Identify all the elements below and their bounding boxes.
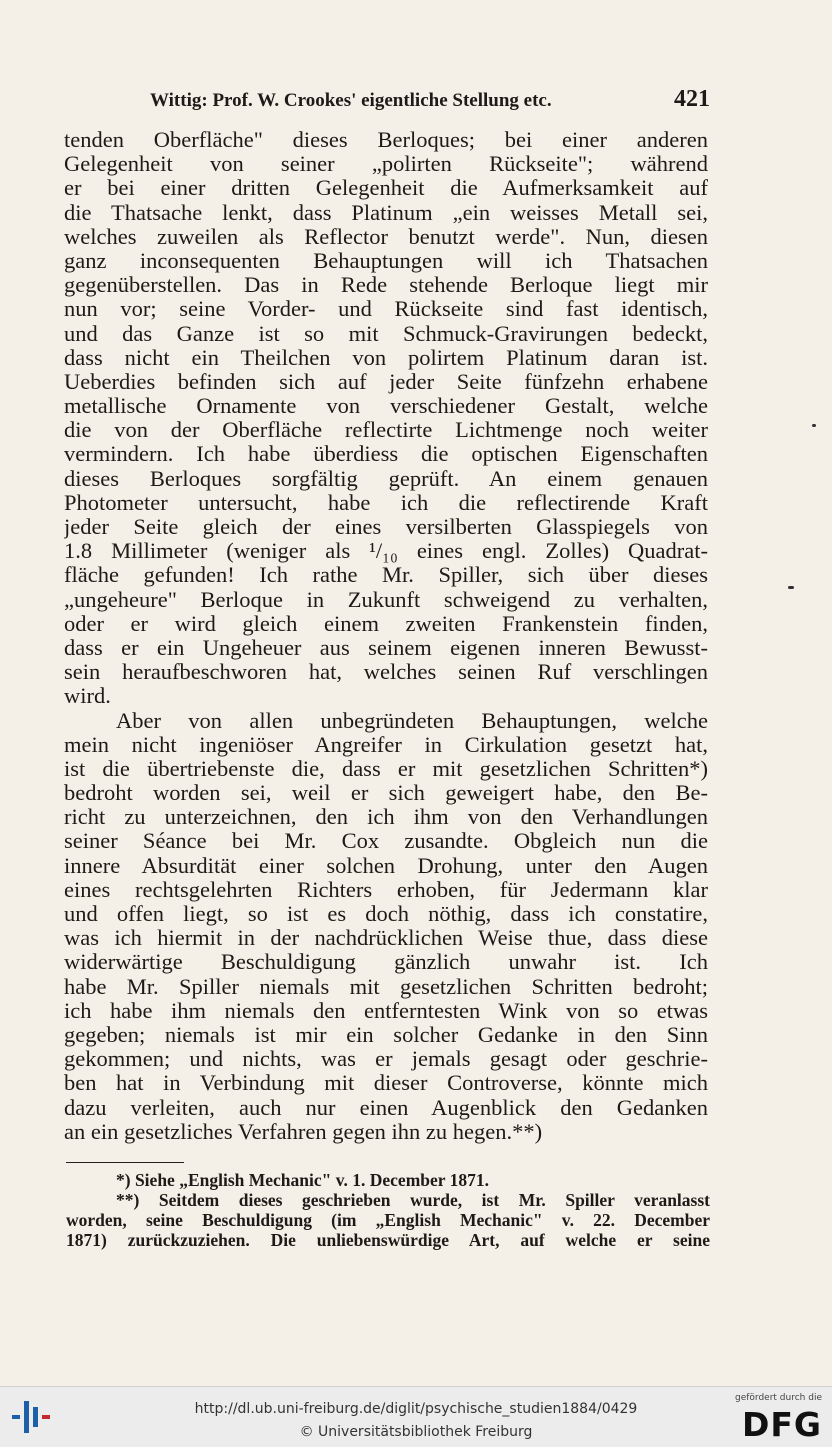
text-line: ist die übertriebenste die, dass er mit gesetzlichen Schritten*)	[64, 756, 708, 781]
text-line: wird.	[64, 684, 111, 709]
text-line: Gelegenheit von seiner „polirten Rückseite"; während	[64, 152, 708, 177]
text-line: ben hat in Verbindung mit dieser Controverse, könnte mich	[64, 1071, 708, 1096]
text-line: gegeben; niemals ist mir ein solcher Gedanke in den Sinn	[64, 1022, 708, 1047]
text-line: und das Ganze ist so mit Schmuck-Gravirungen bedeckt,	[64, 321, 708, 346]
text-line: 1.8 Millimeter (weniger als ¹/₁₀ eines engl. Zolles) Quadrat-	[64, 539, 708, 564]
text-line: bedroht worden sei, weil er sich geweigert habe, den Be-	[64, 781, 708, 806]
text-line: und offen liegt, so ist es doch nöthig, dass ich constatire,	[64, 902, 708, 926]
text-line: seiner Séance bei Mr. Cox zusandte. Obgleich nun die	[64, 829, 708, 854]
footnote-line: 1871) zurückzuziehen. Die unliebenswürdige Art, auf welche er seine	[66, 1230, 710, 1250]
text-line: die von der Oberfläche reflectirte Lichtmenge noch weiter	[64, 418, 708, 443]
body-text	[64, 128, 708, 1144]
text-line: oder er wird gleich einem zweiten Frankenstein finden,	[64, 611, 708, 636]
text-line: sein heraufbeschworen hat, welches seinen Ruf verschlingen	[64, 660, 708, 685]
text-line: die Thatsache lenkt, dass Platinum „ein weisses Metall sei,	[64, 200, 708, 225]
footnotes	[66, 1170, 710, 1250]
text-line: fläche gefunden! Ich rathe Mr. Spiller, sich über dieses	[64, 563, 708, 588]
text-line: richt zu unterzeichnen, den ich ihm von den Verhandlungen	[64, 805, 708, 830]
footnote-line: worden, seine Beschuldigung (im „English Mechanic" v. 22. December	[66, 1210, 710, 1230]
text-line: Photometer untersucht, habe ich die reflectirende Kraft	[64, 490, 708, 515]
text-line: eines rechtsgelehrten Richters erhoben, für Jedermann klar	[64, 877, 708, 902]
footnote-line: *) Siehe „English Mechanic" v. 1. December 1871.	[116, 1170, 489, 1190]
text-line: nun vor; seine Vorder- und Rückseite sind fast identisch,	[64, 297, 708, 322]
text-line: vermindern. Ich habe überdiess die optischen Eigenschaften	[64, 442, 708, 467]
page-url[interactable]: http://dl.ub.uni-freiburg.de/diglit/psychische_studien1884/0429	[194, 1401, 638, 1417]
text-line: gekommen; und nichts, was er jemals gesagt oder geschrie-	[64, 1047, 708, 1072]
text-line: Ueberdies befinden sich auf jeder Seite fünfzehn erhabene	[64, 369, 708, 394]
dfg-logo: DFG	[741, 1405, 822, 1444]
text-line: dass er ein Ungeheuer aus seinem eigenen inneren Bewusst-	[64, 635, 708, 660]
text-line: „ungeheure" Berloque in Zukunft schweigend zu verhalten,	[64, 587, 708, 612]
text-line: tenden Oberfläche" dieses Berloques; bei einer anderen	[64, 128, 708, 152]
text-line: dass nicht ein Theilchen von polirtem Platinum daran ist.	[64, 345, 708, 370]
text-line: dieses Berloques sorgfältig geprüft. An einem genauen	[64, 466, 708, 491]
text-line: metallische Ornamente von verschiedener Gestalt, welche	[64, 394, 708, 419]
scan-speck	[788, 586, 794, 589]
text-line: ganz inconsequenten Behauptungen will ich Thatsachen	[64, 248, 708, 273]
text-line: widerwärtige Beschuldigung gänzlich unwahr ist. Ich	[64, 950, 708, 975]
text-line: welches zuweilen als Reflector benutzt werde". Nun, diesen	[64, 224, 708, 249]
text-line: an ein gesetzliches Verfahren gegen ihn zu hegen.**)	[64, 1119, 543, 1144]
viewer-footer	[0, 1386, 832, 1447]
text-line: dazu verleiten, auch nur einen Augenblick den Gedanken	[64, 1095, 708, 1120]
text-line: was ich hiermit in der nachdrücklichen Weise thue, dass diese	[64, 926, 708, 951]
text-line: er bei einer dritten Gelegenheit die Aufmerksamkeit auf	[64, 176, 708, 201]
page-number: 421	[674, 86, 710, 112]
text-line: habe Mr. Spiller niemals mit gesetzlichen Schritten bedroht;	[64, 974, 708, 999]
running-title: Wittig: Prof. W. Crookes' eigentliche Stellung etc.	[150, 90, 552, 111]
running-header	[150, 86, 710, 116]
footnote-line: **) Seitdem dieses geschrieben wurde, ist Mr. Spiller veranlasst	[116, 1190, 710, 1210]
text-line: ich habe ihm niemals den entferntesten Wink von so etwas	[64, 998, 708, 1023]
text-line: mein nicht ingeniöser Angreifer in Cirkulation gesetzt hat,	[64, 732, 708, 757]
copyright-note: © Universitätsbibliothek Freiburg	[299, 1424, 533, 1440]
text-line: Aber von allen unbegründeten Behauptungen, welche	[116, 708, 708, 733]
text-line: jeder Seite gleich der eines versilberten Glasspiegels von	[64, 515, 708, 539]
text-line: gegenüberstellen. Das in Rede stehende Berloque liegt mir	[64, 273, 708, 298]
text-line: innere Absurdität einer solchen Drohung, unter den Augen	[64, 853, 708, 878]
footnote-separator	[66, 1162, 184, 1163]
scan-speck	[812, 424, 816, 427]
funding-note: gefördert durch die	[735, 1393, 822, 1403]
